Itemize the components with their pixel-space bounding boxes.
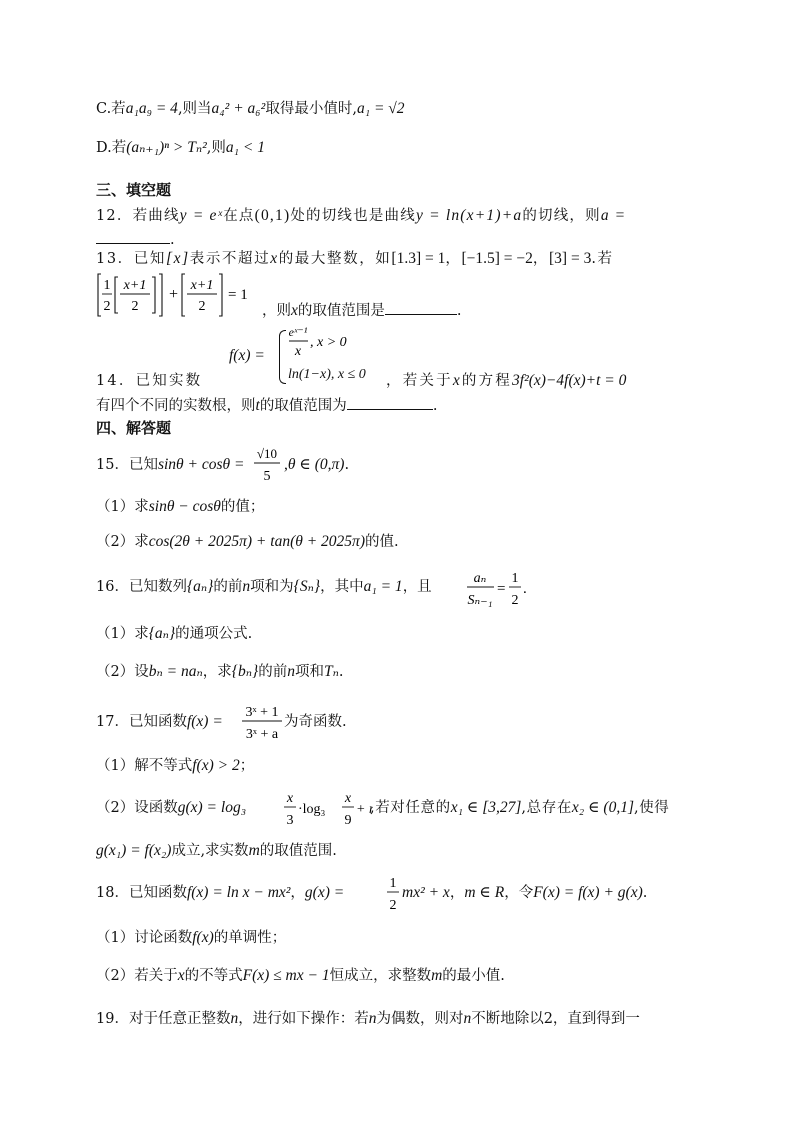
q17-frac-num: 3ˣ + 1	[245, 705, 279, 720]
q13-ex2: [−1.5] = −2	[461, 250, 533, 267]
option-d	[96, 138, 265, 158]
q16-sn: {Sₙ}	[293, 578, 321, 595]
q13-plus: +	[169, 286, 179, 303]
opt-c-cond: a₁a₉ = 4	[125, 100, 178, 117]
q12-text2: 在点	[223, 208, 255, 224]
question-17-part2-line1	[96, 798, 246, 818]
q19-text4: 不断地除以2，直到得到一	[471, 1011, 640, 1027]
q17-p1-tail: ；	[239, 758, 255, 774]
q14-x: x	[452, 372, 462, 389]
q17-p1: （1）解不等式	[96, 758, 193, 774]
question-16-part1	[96, 624, 252, 644]
q12-curve1: y = eˣ	[179, 207, 224, 224]
q16-p1-tail: 的通项公式.	[175, 626, 253, 642]
q15-cond: ,θ ∈ (0,π)	[284, 456, 345, 473]
q12-answer-blank	[96, 229, 170, 244]
q17-f1-den: 3	[286, 813, 294, 828]
q16-p2-expr: bₙ = naₙ	[148, 663, 203, 680]
question-17-part2-line1b	[370, 798, 669, 818]
question-15-part2	[96, 532, 399, 552]
q17-p2-g: g(x) = log₃	[177, 799, 247, 816]
q19-text3: 为偶数，则对	[376, 1011, 464, 1027]
q16-end: .	[523, 581, 527, 597]
q13-half-num: 1	[103, 278, 111, 293]
q18-p1-expr: f(x)	[192, 929, 214, 946]
q17-f2-num: x	[344, 791, 352, 806]
q18-c1: ，	[290, 885, 305, 901]
q15-p2-expr: cos(2θ + 2025π) + tan(θ + 2025π)	[148, 533, 365, 550]
q17-p2-text3: ,使得	[633, 800, 670, 816]
q14-end: .	[432, 398, 438, 414]
q14-text2: ，若关于	[386, 373, 453, 389]
q14-piece2-text: ln(1−x), x ≤ 0	[288, 367, 366, 382]
q17-frac-den: 3ˣ + a	[245, 727, 279, 742]
q16-p2-tn: Tₙ	[323, 663, 339, 680]
q14-equation: 3f²(x)−4f(x)+t = 0	[512, 372, 627, 389]
q16-text4: ，其中	[320, 579, 364, 595]
opt-c-mid2: 取得最小值时,	[265, 101, 357, 117]
q14-piece1	[288, 324, 368, 364]
q13-eq1: = 1	[228, 287, 248, 303]
q17-log-fracs	[283, 786, 373, 834]
q12-text3: 处的切线也是曲线	[290, 208, 416, 224]
q16-a1: a₁ = 1	[363, 578, 403, 595]
opt-c-prefix: C.若	[96, 101, 126, 117]
q14-text3: 的方程	[461, 373, 513, 389]
q16-text1: 已知数列	[128, 579, 187, 595]
question-14-line1	[96, 371, 202, 391]
q13-text4: .若	[591, 251, 614, 267]
q17-p2-gf: g(x₁) = f(x₂)	[96, 842, 172, 859]
q18-num: 18．	[96, 885, 129, 901]
q13-ex3: [3] = 3	[549, 250, 592, 267]
q16-an: {aₙ}	[186, 578, 214, 595]
q18-p2-text3: 的最小值.	[442, 968, 505, 984]
q18-p1-tail: 的单调性；	[213, 930, 287, 946]
q13-num: 13．	[96, 251, 134, 267]
q16-p2-tail: 的前	[258, 664, 288, 680]
q18-p2-ineq: F(x) ≤ mx − 1	[242, 967, 330, 984]
q16-frac-eq: =	[497, 581, 506, 597]
q15-num: 15．	[96, 457, 129, 473]
q14-text1: 已知实数	[135, 373, 203, 389]
q17-p1-expr: f(x) > 2	[192, 757, 240, 774]
q16-text2: 的前	[213, 579, 243, 595]
q17-p2-l2text: 成立,求实数	[171, 843, 249, 859]
q17-text1: 已知函数	[128, 714, 187, 730]
q12-eq: =	[615, 207, 626, 224]
q17-p2-text: ,若对任意的	[370, 800, 451, 816]
q16-frac	[466, 566, 530, 614]
question-17-part1	[96, 756, 254, 776]
q13-text3: 的最大整数，如	[278, 251, 392, 267]
q16-p2-expr2: {bₙ}	[231, 663, 259, 680]
q16-p2-n: n	[287, 663, 295, 680]
q18-fx: f(x) = ln x − mx²	[186, 884, 291, 901]
q15-p2-tail: 的值.	[365, 534, 399, 550]
question-15-part1	[96, 497, 264, 517]
question-18-line1	[96, 883, 344, 903]
q18-gx: g(x) =	[304, 884, 345, 901]
q13-x2: x	[291, 302, 298, 319]
q16-p2-end: .	[338, 664, 344, 680]
q17-plus-m: +	[356, 802, 366, 817]
q15-p1-tail: 的值；	[220, 499, 265, 515]
q18-p2-text2: 恒成立，求整数	[329, 968, 432, 984]
q15-frac-den: 5	[263, 469, 271, 484]
q18-m-in-r: m ∈ R	[464, 884, 505, 901]
q13-text1: 已知	[133, 251, 166, 267]
q14-t: t	[255, 397, 260, 414]
q17-p2-text2: ,总存在	[521, 800, 572, 816]
q16-frac-num: aₙ	[473, 571, 487, 586]
q18-text2: ，令	[504, 885, 534, 901]
q16-p1-expr: {aₙ}	[148, 625, 176, 642]
q13-text5: ，则	[262, 303, 291, 319]
q17-f1-num: x	[286, 791, 294, 806]
question-19-line1	[96, 1009, 640, 1029]
question-17-part2-line2	[96, 841, 337, 861]
q18-p2-text: 的不等式	[184, 968, 243, 984]
q18-end: .	[642, 885, 648, 901]
q14-fx: f(x) =	[229, 347, 265, 364]
question-18-line1b	[402, 883, 647, 903]
q14-piece2	[288, 366, 366, 383]
q13-second-num: x+1	[190, 278, 214, 293]
q14-piece1-num: eˣ⁻¹	[288, 325, 308, 339]
q13-text2: 表示不超过	[189, 251, 271, 267]
q13-c2: ，	[532, 251, 550, 267]
q15-p1-expr: sinθ − cosθ	[148, 498, 221, 515]
q18-p2-x: x	[177, 967, 185, 984]
opt-d-mid: ,则	[206, 140, 226, 156]
section-answer-heading: 四、解答题	[96, 419, 172, 437]
q19-num: 19．	[96, 1011, 129, 1027]
q14-brace	[279, 330, 286, 384]
q13-x: x	[270, 250, 279, 267]
q13-inner-den: 2	[131, 299, 139, 314]
q18-Fx: F(x) = f(x) + g(x)	[533, 884, 643, 901]
question-18-part1	[96, 928, 286, 948]
q17-fx: f(x) =	[186, 713, 223, 730]
q13-ex1: [1.3] = 1	[391, 250, 446, 267]
question-13-line3	[262, 300, 462, 321]
q14-num: 14．	[96, 373, 136, 389]
q13-second-den: 2	[198, 299, 206, 314]
q14-piece1-cond: , x > 0	[310, 335, 347, 350]
q14-fx-label	[229, 345, 265, 365]
q15-lhs: sinθ + cosθ =	[157, 456, 245, 473]
q12-var: a	[600, 207, 610, 224]
q12-text1: 若曲线	[132, 208, 180, 224]
q13-floor: [x]	[165, 250, 190, 267]
q16-p2: （2）设	[96, 664, 149, 680]
q18-gx2: mx² + x	[402, 884, 450, 901]
q17-p2-m: m	[248, 842, 260, 859]
q14-text4: 有四个不同的实数根，则	[96, 398, 256, 414]
q14-text5: 的取值范围为	[259, 398, 347, 414]
q16-p2-tail2: 项和	[294, 664, 324, 680]
q13-text6: 的取值范围是	[297, 303, 385, 319]
question-12-line2	[96, 229, 175, 250]
q19-text2: ，进行如下操作：若	[238, 1011, 369, 1027]
question-13-line1	[96, 249, 614, 269]
q18-half-den: 2	[389, 898, 397, 913]
q18-p1: （1）讨论函数	[96, 930, 193, 946]
q17-p2: （2）设函数	[96, 800, 178, 816]
opt-c-mid: ,则当	[177, 101, 212, 117]
q16-half-num: 1	[511, 571, 519, 586]
q17-text2: 为奇函数.	[284, 714, 347, 730]
opt-d-prefix: D.若	[96, 140, 127, 156]
q17-frac	[241, 700, 283, 748]
q16-frac-den: Sₙ₋₁	[467, 593, 493, 608]
q14-answer-blank	[347, 395, 433, 410]
q15-frac	[252, 441, 282, 489]
question-15-line1	[96, 455, 244, 475]
q16-num: 16．	[96, 579, 129, 595]
question-12-line1	[96, 206, 626, 226]
q13-inner-num: x+1	[123, 278, 147, 293]
question-17-line1	[96, 712, 223, 732]
q19-n3: n	[463, 1010, 472, 1027]
q16-p2-c: ，求	[202, 664, 232, 680]
q17-dot-log: ·log₃	[298, 802, 326, 817]
question-14-line2	[96, 395, 437, 416]
q19-n1: n	[230, 1010, 239, 1027]
q19-text1: 对于任意正整数	[128, 1011, 231, 1027]
opt-c-expr: a₄² + a₆²	[211, 100, 266, 117]
q16-half-den: 2	[511, 593, 519, 608]
q17-num: 17．	[96, 714, 129, 730]
q12-curve2: y = ln(x+1)+a	[415, 207, 523, 224]
q13-floor-equation	[96, 272, 266, 322]
q12-text4: 的切线，则	[522, 208, 601, 224]
q16-p1: （1）求	[96, 626, 149, 642]
opt-c-result: a₁ = √2	[356, 100, 405, 117]
q15-frac-num: √10	[256, 446, 278, 461]
q18-p2: （2）若关于	[96, 968, 178, 984]
q15-p1: （1）求	[96, 499, 149, 515]
question-16-part2	[96, 662, 343, 682]
opt-d-result: a₁ < 1	[225, 139, 266, 156]
question-18-part2	[96, 966, 505, 986]
q17-p2-x2: x₂ ∈ (0,1]	[571, 799, 634, 816]
question-14-line1b	[386, 371, 626, 391]
q18-c2: ，	[449, 885, 465, 901]
q19-n2: n	[368, 1010, 377, 1027]
q15-end: .	[344, 457, 350, 473]
opt-d-cond: (aₙ₊₁)ⁿ > Tₙ²	[126, 139, 207, 156]
q17-p2-x1: x₁ ∈ [3,27]	[450, 799, 522, 816]
q18-p2-m: m	[431, 967, 443, 984]
q13-end: .	[456, 303, 462, 319]
q16-text3: 项和为	[250, 579, 294, 595]
question-15-line1b	[284, 455, 349, 475]
question-17-line1b	[284, 712, 347, 732]
q12-point: (0,1)	[254, 207, 291, 224]
q16-n: n	[242, 578, 251, 595]
q12-num: 12．	[96, 208, 133, 224]
q15-p2: （2）求	[96, 534, 149, 550]
option-c	[96, 99, 405, 119]
q14-piece1-den: x	[294, 344, 302, 359]
q13-half-den: 2	[103, 299, 111, 314]
section-fill-in-heading: 三、填空题	[96, 181, 172, 199]
q18-half-num: 1	[389, 876, 397, 891]
q13-c1: ，	[445, 251, 462, 267]
q17-f2-den: 9	[344, 813, 352, 828]
q16-text5: ，且	[402, 579, 432, 595]
q18-half	[385, 871, 401, 919]
q18-text1: 已知函数	[128, 885, 187, 901]
q17-p2-l2text2: 的取值范围.	[259, 843, 337, 859]
q15-text1: 已知	[128, 457, 158, 473]
q12-end: .	[170, 232, 175, 248]
q13-answer-blank	[385, 300, 457, 315]
question-16-line1	[96, 577, 432, 597]
